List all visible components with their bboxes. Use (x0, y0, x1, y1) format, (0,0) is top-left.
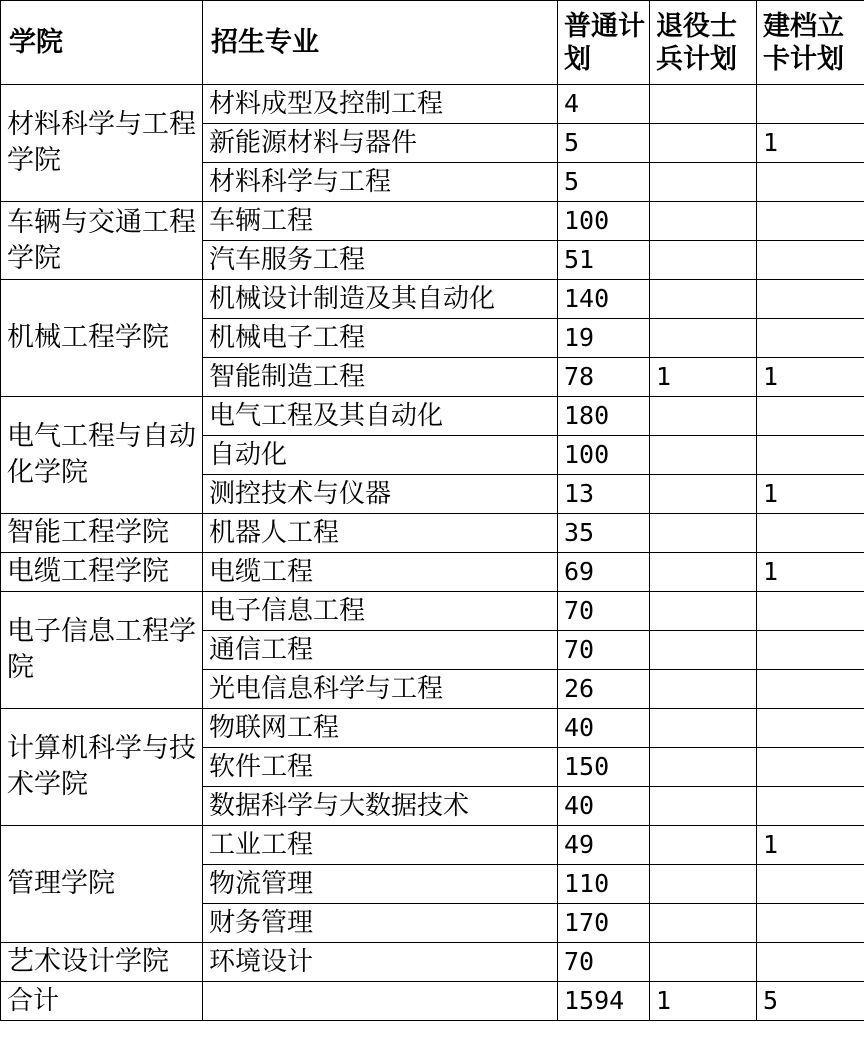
veteran-plan-cell (650, 202, 757, 241)
card-plan-cell: 1 (757, 124, 864, 163)
card-plan-cell (757, 397, 864, 436)
regular-plan-cell: 5 (558, 124, 650, 163)
total-veteran: 1 (650, 982, 757, 1021)
college-cell: 机械工程学院 (1, 280, 203, 397)
card-plan-cell (757, 85, 864, 124)
veteran-plan-cell (650, 631, 757, 670)
major-cell: 测控技术与仪器 (203, 475, 558, 514)
total-row (1, 982, 864, 1021)
card-plan-cell: 1 (757, 826, 864, 865)
regular-plan-cell: 170 (558, 904, 650, 943)
card-plan-cell (757, 319, 864, 358)
major-cell: 机器人工程 (203, 514, 558, 553)
total-major-cell (203, 982, 558, 1021)
card-plan-cell (757, 514, 864, 553)
card-plan-cell (757, 865, 864, 904)
major-cell: 通信工程 (203, 631, 558, 670)
card-plan-cell (757, 787, 864, 826)
regular-plan-cell: 69 (558, 553, 650, 592)
regular-plan-cell: 5 (558, 163, 650, 202)
college-cell: 电气工程与自动化学院 (1, 397, 203, 514)
table-body (1, 85, 864, 982)
major-cell: 电气工程及其自动化 (203, 397, 558, 436)
college-cell: 管理学院 (1, 826, 203, 943)
veteran-plan-cell (650, 319, 757, 358)
regular-plan-cell: 140 (558, 280, 650, 319)
veteran-plan-cell (650, 397, 757, 436)
major-cell: 工业工程 (203, 826, 558, 865)
total-regular: 1594 (558, 982, 650, 1021)
major-cell: 汽车服务工程 (203, 241, 558, 280)
header-row (1, 1, 864, 85)
major-cell: 车辆工程 (203, 202, 558, 241)
table-row (1, 553, 864, 592)
regular-plan-cell: 100 (558, 436, 650, 475)
regular-plan-cell: 150 (558, 748, 650, 787)
card-plan-cell (757, 748, 864, 787)
card-plan-cell (757, 631, 864, 670)
card-plan-cell (757, 709, 864, 748)
regular-plan-cell: 51 (558, 241, 650, 280)
major-cell: 机械电子工程 (203, 319, 558, 358)
card-plan-cell (757, 163, 864, 202)
card-plan-cell (757, 280, 864, 319)
card-plan-cell (757, 436, 864, 475)
table-row (1, 202, 864, 241)
table-row (1, 943, 864, 982)
table-row (1, 709, 864, 748)
total-card: 5 (757, 982, 864, 1021)
regular-plan-cell: 26 (558, 670, 650, 709)
major-cell: 数据科学与大数据技术 (203, 787, 558, 826)
college-cell: 智能工程学院 (1, 514, 203, 553)
regular-plan-cell: 100 (558, 202, 650, 241)
college-cell: 艺术设计学院 (1, 943, 203, 982)
card-plan-cell (757, 670, 864, 709)
major-cell: 物流管理 (203, 865, 558, 904)
table-row (1, 397, 864, 436)
veteran-plan-cell (650, 865, 757, 904)
major-cell: 物联网工程 (203, 709, 558, 748)
veteran-plan-cell (650, 85, 757, 124)
college-cell: 材料科学与工程学院 (1, 85, 203, 202)
regular-plan-cell: 180 (558, 397, 650, 436)
total-label: 合计 (1, 982, 203, 1021)
card-plan-cell: 1 (757, 358, 864, 397)
regular-plan-cell: 49 (558, 826, 650, 865)
veteran-plan-cell (650, 787, 757, 826)
major-cell: 光电信息科学与工程 (203, 670, 558, 709)
table-row (1, 514, 864, 553)
major-cell: 自动化 (203, 436, 558, 475)
college-cell: 计算机科学与技术学院 (1, 709, 203, 826)
major-cell: 新能源材料与器件 (203, 124, 558, 163)
major-cell: 智能制造工程 (203, 358, 558, 397)
card-plan-cell (757, 241, 864, 280)
header-college: 学院 (1, 1, 203, 85)
veteran-plan-cell (650, 280, 757, 319)
header-poverty-card-plan: 建档立卡计划 (757, 1, 864, 85)
regular-plan-cell: 4 (558, 85, 650, 124)
card-plan-cell: 1 (757, 553, 864, 592)
veteran-plan-cell (650, 475, 757, 514)
college-cell: 电子信息工程学院 (1, 592, 203, 709)
veteran-plan-cell (650, 163, 757, 202)
regular-plan-cell: 40 (558, 787, 650, 826)
regular-plan-cell: 78 (558, 358, 650, 397)
college-cell: 车辆与交通工程学院 (1, 202, 203, 280)
header-major: 招生专业 (203, 1, 558, 85)
veteran-plan-cell: 1 (650, 358, 757, 397)
card-plan-cell: 1 (757, 475, 864, 514)
header-regular-plan: 普通计划 (558, 1, 650, 85)
regular-plan-cell: 70 (558, 631, 650, 670)
veteran-plan-cell (650, 241, 757, 280)
veteran-plan-cell (650, 553, 757, 592)
card-plan-cell (757, 202, 864, 241)
regular-plan-cell: 110 (558, 865, 650, 904)
major-cell: 财务管理 (203, 904, 558, 943)
major-cell: 机械设计制造及其自动化 (203, 280, 558, 319)
veteran-plan-cell (650, 436, 757, 475)
college-cell: 电缆工程学院 (1, 553, 203, 592)
major-cell: 材料科学与工程 (203, 163, 558, 202)
major-cell: 软件工程 (203, 748, 558, 787)
regular-plan-cell: 70 (558, 592, 650, 631)
table-row (1, 826, 864, 865)
major-cell: 电缆工程 (203, 553, 558, 592)
veteran-plan-cell (650, 943, 757, 982)
veteran-plan-cell (650, 904, 757, 943)
regular-plan-cell: 19 (558, 319, 650, 358)
card-plan-cell (757, 592, 864, 631)
major-cell: 材料成型及控制工程 (203, 85, 558, 124)
regular-plan-cell: 13 (558, 475, 650, 514)
header-veteran-plan: 退役士兵计划 (650, 1, 757, 85)
table-row (1, 592, 864, 631)
card-plan-cell (757, 904, 864, 943)
regular-plan-cell: 40 (558, 709, 650, 748)
regular-plan-cell: 35 (558, 514, 650, 553)
regular-plan-cell: 70 (558, 943, 650, 982)
veteran-plan-cell (650, 124, 757, 163)
veteran-plan-cell (650, 709, 757, 748)
veteran-plan-cell (650, 670, 757, 709)
card-plan-cell (757, 943, 864, 982)
veteran-plan-cell (650, 514, 757, 553)
veteran-plan-cell (650, 748, 757, 787)
major-cell: 电子信息工程 (203, 592, 558, 631)
major-cell: 环境设计 (203, 943, 558, 982)
table-row (1, 280, 864, 319)
veteran-plan-cell (650, 826, 757, 865)
table-row (1, 85, 864, 124)
veteran-plan-cell (650, 592, 757, 631)
